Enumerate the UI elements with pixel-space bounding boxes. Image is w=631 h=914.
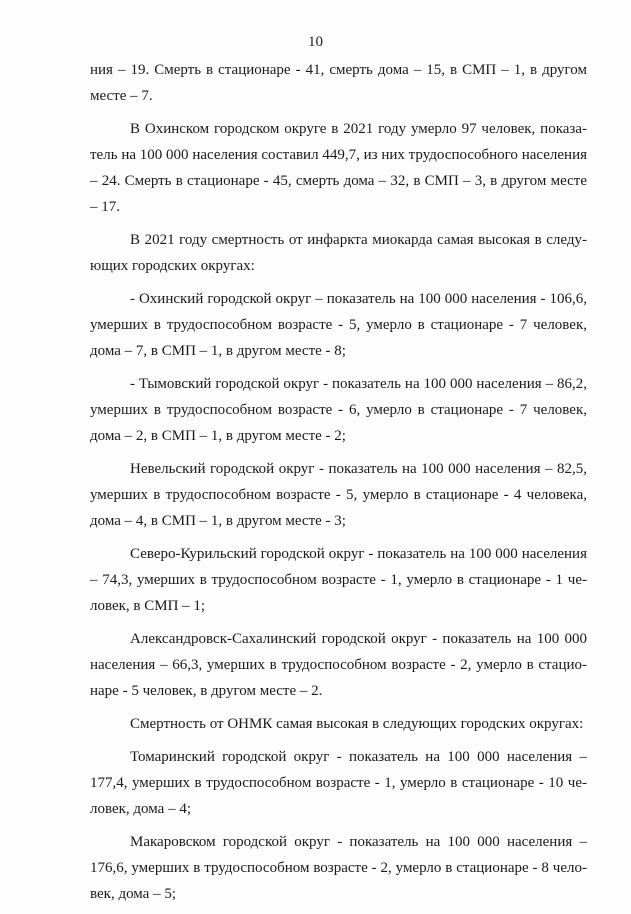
paragraph <box>90 456 587 534</box>
text-line: – 74,3, умерших в трудоспособном возрасте - 1, умерло в стационаре - 1 че- <box>90 572 587 588</box>
text-line: ловек, дома – 4; <box>90 801 191 817</box>
text-line: век, дома – 5; <box>90 886 177 902</box>
text-line: – 17. <box>90 199 120 215</box>
text-line: 176,6, умерших в трудоспособном возрасте - 2, умерло в стационаре - 8 чело- <box>90 860 587 876</box>
text-line: дома – 7, в СМП – 1, в другом месте - 8; <box>90 343 346 359</box>
text-line: месте – 7. <box>90 88 153 104</box>
paragraph <box>90 371 587 449</box>
paragraph <box>90 626 587 704</box>
document-body <box>90 57 587 914</box>
text-line: умерших в трудоспособном возрасте - 6, умерло в стационаре - 7 человек, <box>90 402 587 418</box>
text-line: ловек, в СМП – 1; <box>90 598 206 614</box>
page-number: 10 <box>308 34 323 50</box>
text-line: Макаровском городской округ - показатель на 100 000 населения – <box>130 834 587 850</box>
text-line: умерших в трудоспособном возрасте - 5, умерло в стационаре - 4 человека, <box>90 487 587 503</box>
text-line: наре - 5 человек, в другом месте – 2. <box>90 683 323 699</box>
paragraph <box>90 286 587 364</box>
text-line: ния – 19. Смерть в стационаре - 41, смерть дома – 15, в СМП – 1, в другом <box>90 62 587 78</box>
text-line: – 24. Смерть в стационаре - 45, смерть дома – 32, в СМП – 3, в другом месте <box>90 173 587 189</box>
text-line: тель на 100 000 населения составил 449,7, из них трудоспособного населения <box>90 147 587 163</box>
text-line: дома – 2, в СМП – 1, в другом месте - 2; <box>90 428 346 444</box>
text-line: В 2021 году смертность от инфаркта миокарда самая высокая в следу- <box>130 232 587 248</box>
paragraph <box>90 541 587 619</box>
paragraph <box>90 829 587 907</box>
paragraph <box>90 744 587 822</box>
text-line: Невельский городской округ - показатель на 100 000 населения – 82,5, <box>130 461 587 477</box>
paragraph <box>90 227 587 279</box>
text-line: Александровск-Сахалинский городской округ - показатель на 100 000 <box>130 631 587 647</box>
text-line: умерших в трудоспособном возрасте - 5, умерло в стационаре - 7 человек, <box>90 317 587 333</box>
text-line: - Тымовский городской округ - показатель на 100 000 населения – 86,2, <box>130 376 587 392</box>
text-line: ющих городских округах: <box>90 258 255 274</box>
text-line: Смертность от ОНМК самая высокая в следующих городских округах: <box>130 716 584 732</box>
text-line: - Охинский городской округ – показатель на 100 000 населения - 106,6, <box>130 291 587 307</box>
paragraph <box>90 116 587 220</box>
paragraph <box>90 57 587 109</box>
text-line: В Охинском городском округе в 2021 году умерло 97 человек, показа- <box>130 121 587 137</box>
text-line: Северо-Курильский городской округ - показатель на 100 000 населения <box>130 546 587 562</box>
text-line: дома – 4, в СМП – 1, в другом месте - 3; <box>90 513 346 529</box>
text-line: населения – 66,3, умерших в трудоспособном возрасте - 2, умерло в стацио- <box>90 657 587 673</box>
paragraph <box>90 711 587 737</box>
text-line: Томаринский городской округ - показатель на 100 000 населения – <box>130 749 587 765</box>
text-line: 177,4, умерших в трудоспособном возрасте - 1, умерло в стационаре - 10 че- <box>90 775 587 791</box>
